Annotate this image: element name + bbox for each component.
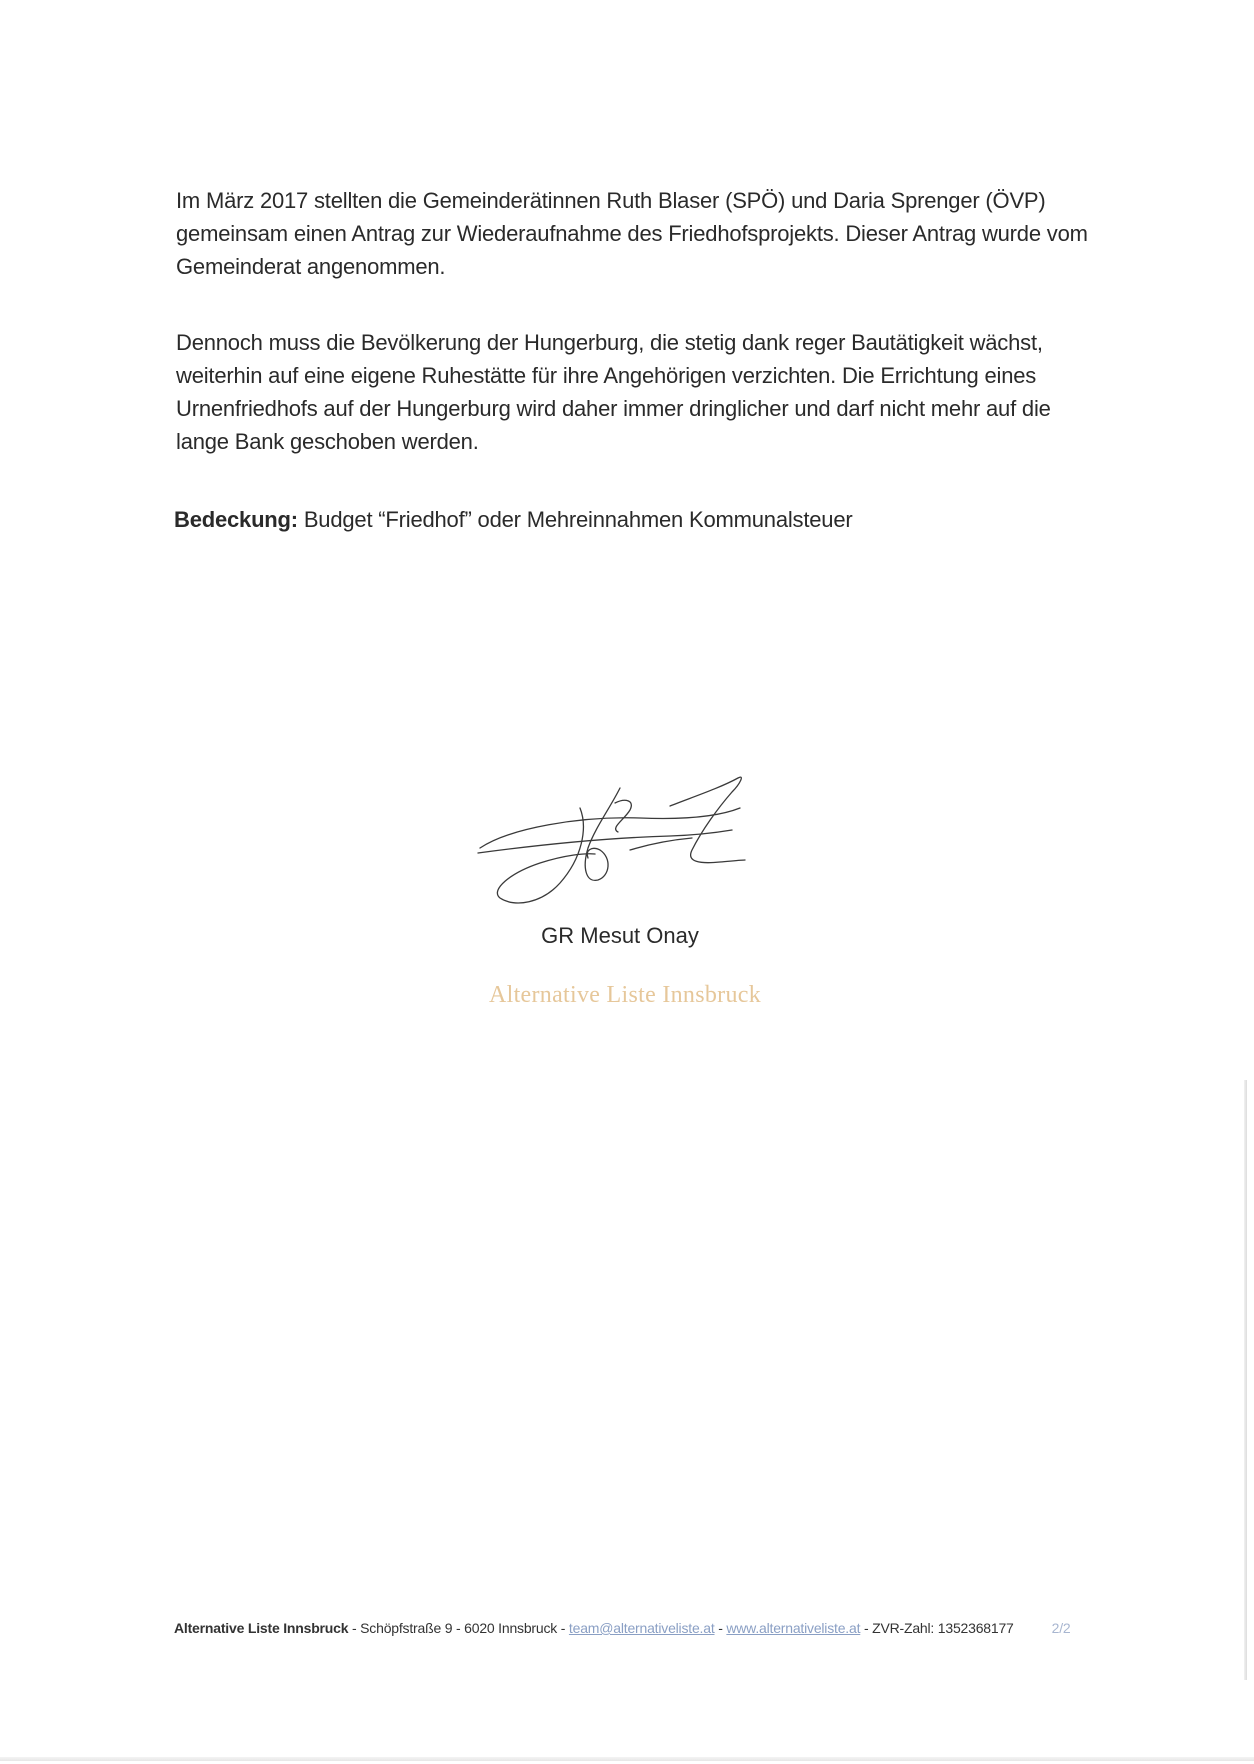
page-number: 2/2 xyxy=(1051,1620,1071,1636)
handwritten-signature xyxy=(470,758,810,918)
footer-website-link[interactable]: www.alternativeliste.at xyxy=(726,1620,861,1636)
footer-org-name: Alternative Liste Innsbruck xyxy=(174,1620,349,1636)
footer-address: - Schöpfstraße 9 - 6020 Innsbruck - xyxy=(348,1620,569,1636)
footer xyxy=(174,1618,1074,1638)
coverage-text: Budget “Friedhof” oder Mehreinnahmen Kommunalsteuer xyxy=(297,507,853,532)
coverage-line xyxy=(174,503,853,536)
footer-separator: - xyxy=(714,1620,727,1636)
organization-stamp: Alternative Liste Innsbruck xyxy=(488,982,762,1008)
scan-edge-bottom xyxy=(0,1757,1254,1761)
coverage-label: Bedeckung: xyxy=(174,507,298,532)
scan-edge-right xyxy=(1244,1080,1247,1680)
paragraph-antrag: Im März 2017 stellten die Gemeinderätinnen Ruth Blaser (SPÖ) und Daria Sprenger (ÖVP) gemeinsam einen Antrag zur Wiederaufnahme des Friedhofsprojekts. Dieser Antrag wurde vom Gemeinderat angenommen. xyxy=(176,188,1088,279)
signer-name: GR Mesut Onay xyxy=(541,923,699,948)
footer-email-link[interactable]: team@alternativeliste.at xyxy=(568,1620,715,1636)
paragraph-hungerburg: Dennoch muss die Bevölkerung der Hungerburg, die stetig dank reger Bautätigkeit wächst, weiterhin auf eine eigene Ruhestätte für ihre Angehörigen verzichten. Die Errichtung eines Urnenfriedhofs auf der Hungerburg wird daher immer dringlicher und darf nicht mehr auf die lange Bank geschoben werden. xyxy=(176,330,1051,454)
footer-registry: - ZVR-Zahl: 1352368177 xyxy=(860,1620,1014,1636)
